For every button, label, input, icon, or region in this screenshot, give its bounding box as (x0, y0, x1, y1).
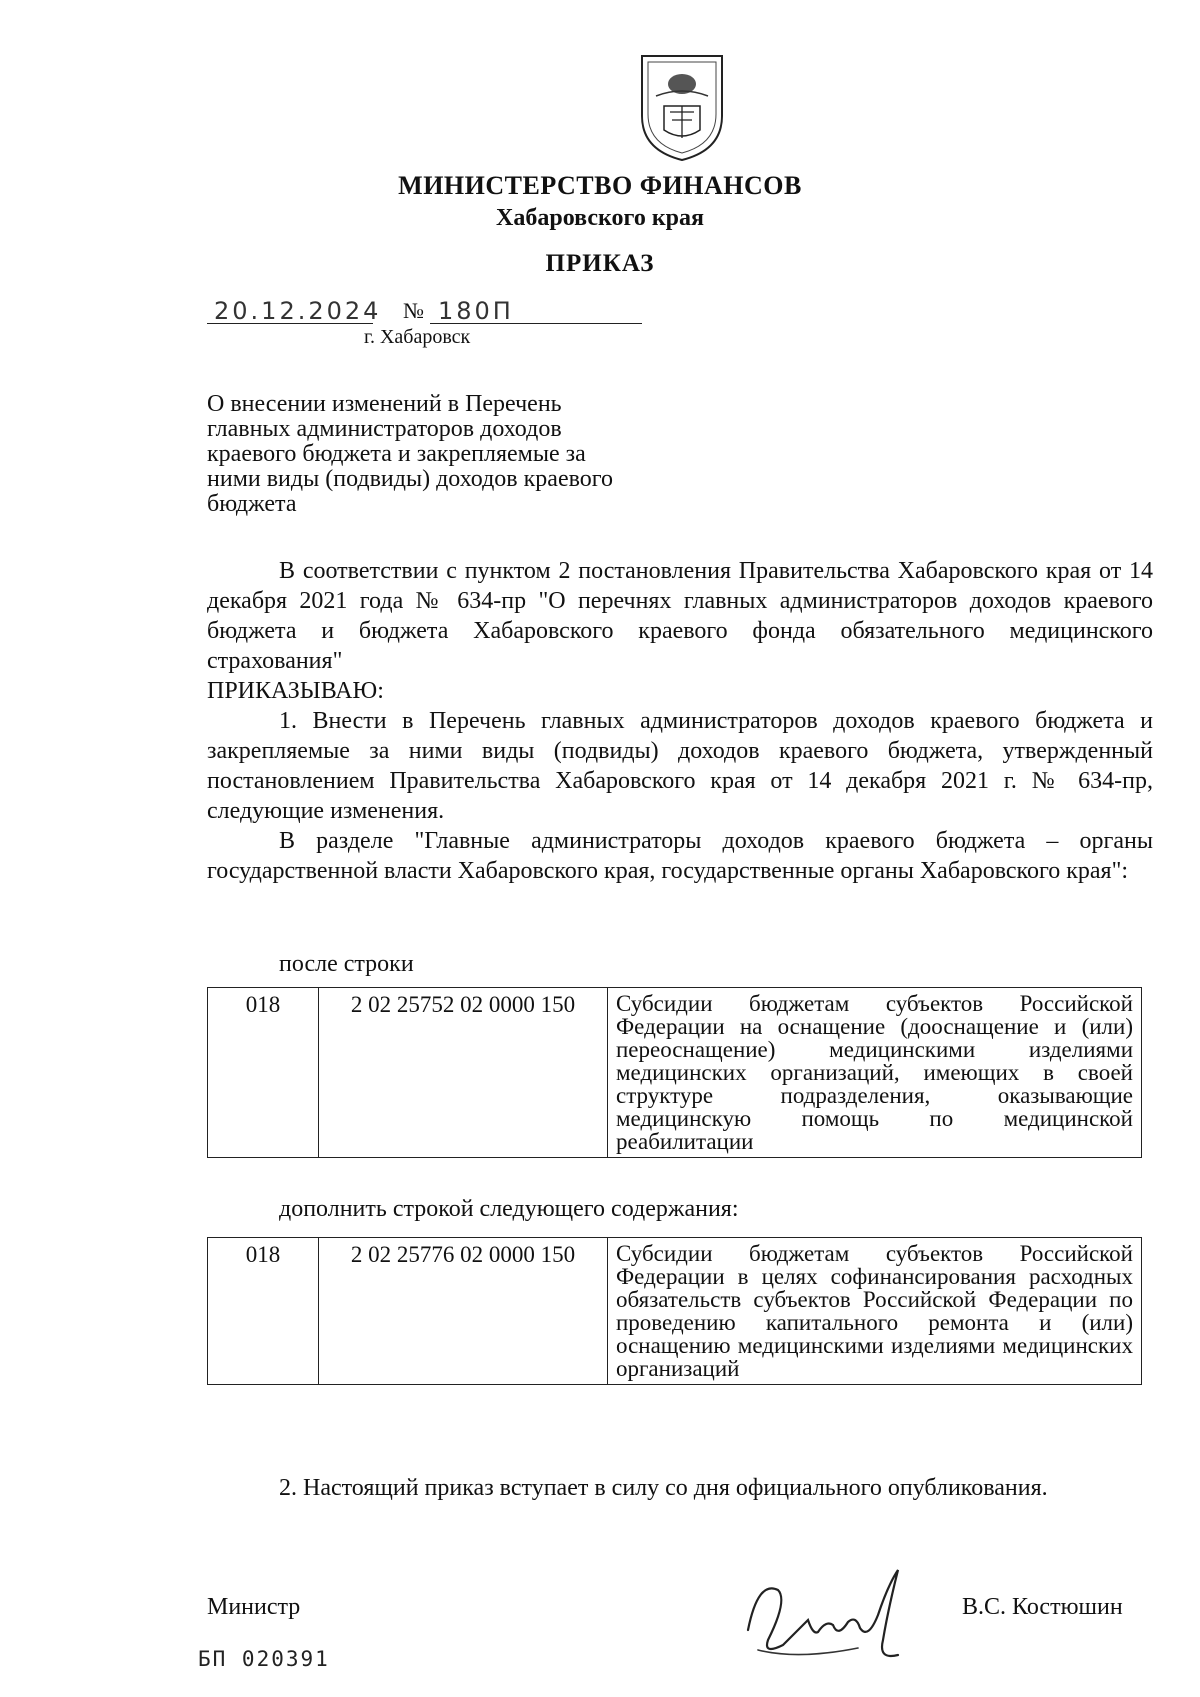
add-row-label: дополнить строкой следующего содержания: (279, 1196, 739, 1222)
table-row (208, 988, 1142, 1158)
after-row-label: после строки (279, 951, 414, 977)
document-type: ПРИКАЗ (545, 250, 655, 277)
existing-row-table (207, 987, 1142, 1158)
new-row-table (207, 1237, 1142, 1385)
number-label: № (403, 298, 424, 323)
coat-of-arms-emblem (634, 46, 730, 164)
revenue-name-cell: Субсидии бюджетам субъектов Российской Федерации в целях софинансирования расходных обязательств субъектов Российской Федерации по проведению капитального ремонта и (или) оснащению медицинскими изделиями медицинских организаций (608, 1238, 1142, 1385)
admin-code-cell: 018 (208, 1238, 319, 1385)
table-row (208, 1238, 1142, 1385)
order-body (207, 556, 1153, 886)
number-underline (430, 323, 642, 324)
signatory-position: Министр (207, 1594, 301, 1620)
item-2: 2. Настоящий приказ вступает в силу со дня официального опубликования. (279, 1475, 1048, 1501)
item-1: 1. Внести в Перечень главных администраторов доходов краевого бюджета и закрепляемые за ними виды (подвиды) доходов краевого бюджета, утвержденный постановлением Правительства Хабаровского края от 14 декабря 2021 г. № 634-пр, следующие изменения. (207, 708, 1153, 824)
signatory-name: В.С. Костюшин (962, 1594, 1123, 1620)
order-number: 180П (438, 297, 514, 325)
ministry-title: МИНИСТЕРСТВО ФИНАНСОВ (398, 171, 802, 200)
handwritten-signature (738, 1560, 938, 1670)
form-serial-number: БП 020391 (198, 1647, 330, 1671)
section-paragraph: В разделе "Главные администраторы доходов краевого бюджета – органы государственной власти Хабаровского края, государственные органы Хабаровского края": (207, 828, 1153, 884)
city: г. Хабаровск (364, 326, 471, 348)
intro-paragraph: В соответствии с пунктом 2 постановления Правительства Хабаровского края от 14 декабря 2021 года № 634-пр "О перечнях главных администраторов доходов краевого бюджета и бюджета Хабаровского краевого фонда обязательного медицинского страхования" (207, 558, 1153, 674)
region-title: Хабаровского края (496, 205, 704, 231)
kbk-code-cell: 2 02 25776 02 0000 150 (319, 1238, 608, 1385)
date-underline (207, 323, 373, 324)
item-2-block (207, 1473, 1153, 1503)
order-word: ПРИКАЗЫВАЮ: (207, 678, 384, 704)
revenue-name-cell: Субсидии бюджетам субъектов Российской Федерации на оснащение (дооснащение и (или) переоснащение) медицинскими изделиями медицинских организаций, имеющих в своей структуре подразделения, оказывающие медицинскую помощь по медицинской реабилитации (608, 988, 1142, 1158)
order-subject: О внесении изменений в Перечень главных администраторов доходов краевого бюджета и закрепляемые за ними виды (подвиды) доходов краевого бюджета (207, 391, 614, 517)
admin-code-cell: 018 (208, 988, 319, 1158)
order-date: 20.12.2024 (214, 297, 382, 325)
kbk-code-cell: 2 02 25752 02 0000 150 (319, 988, 608, 1158)
